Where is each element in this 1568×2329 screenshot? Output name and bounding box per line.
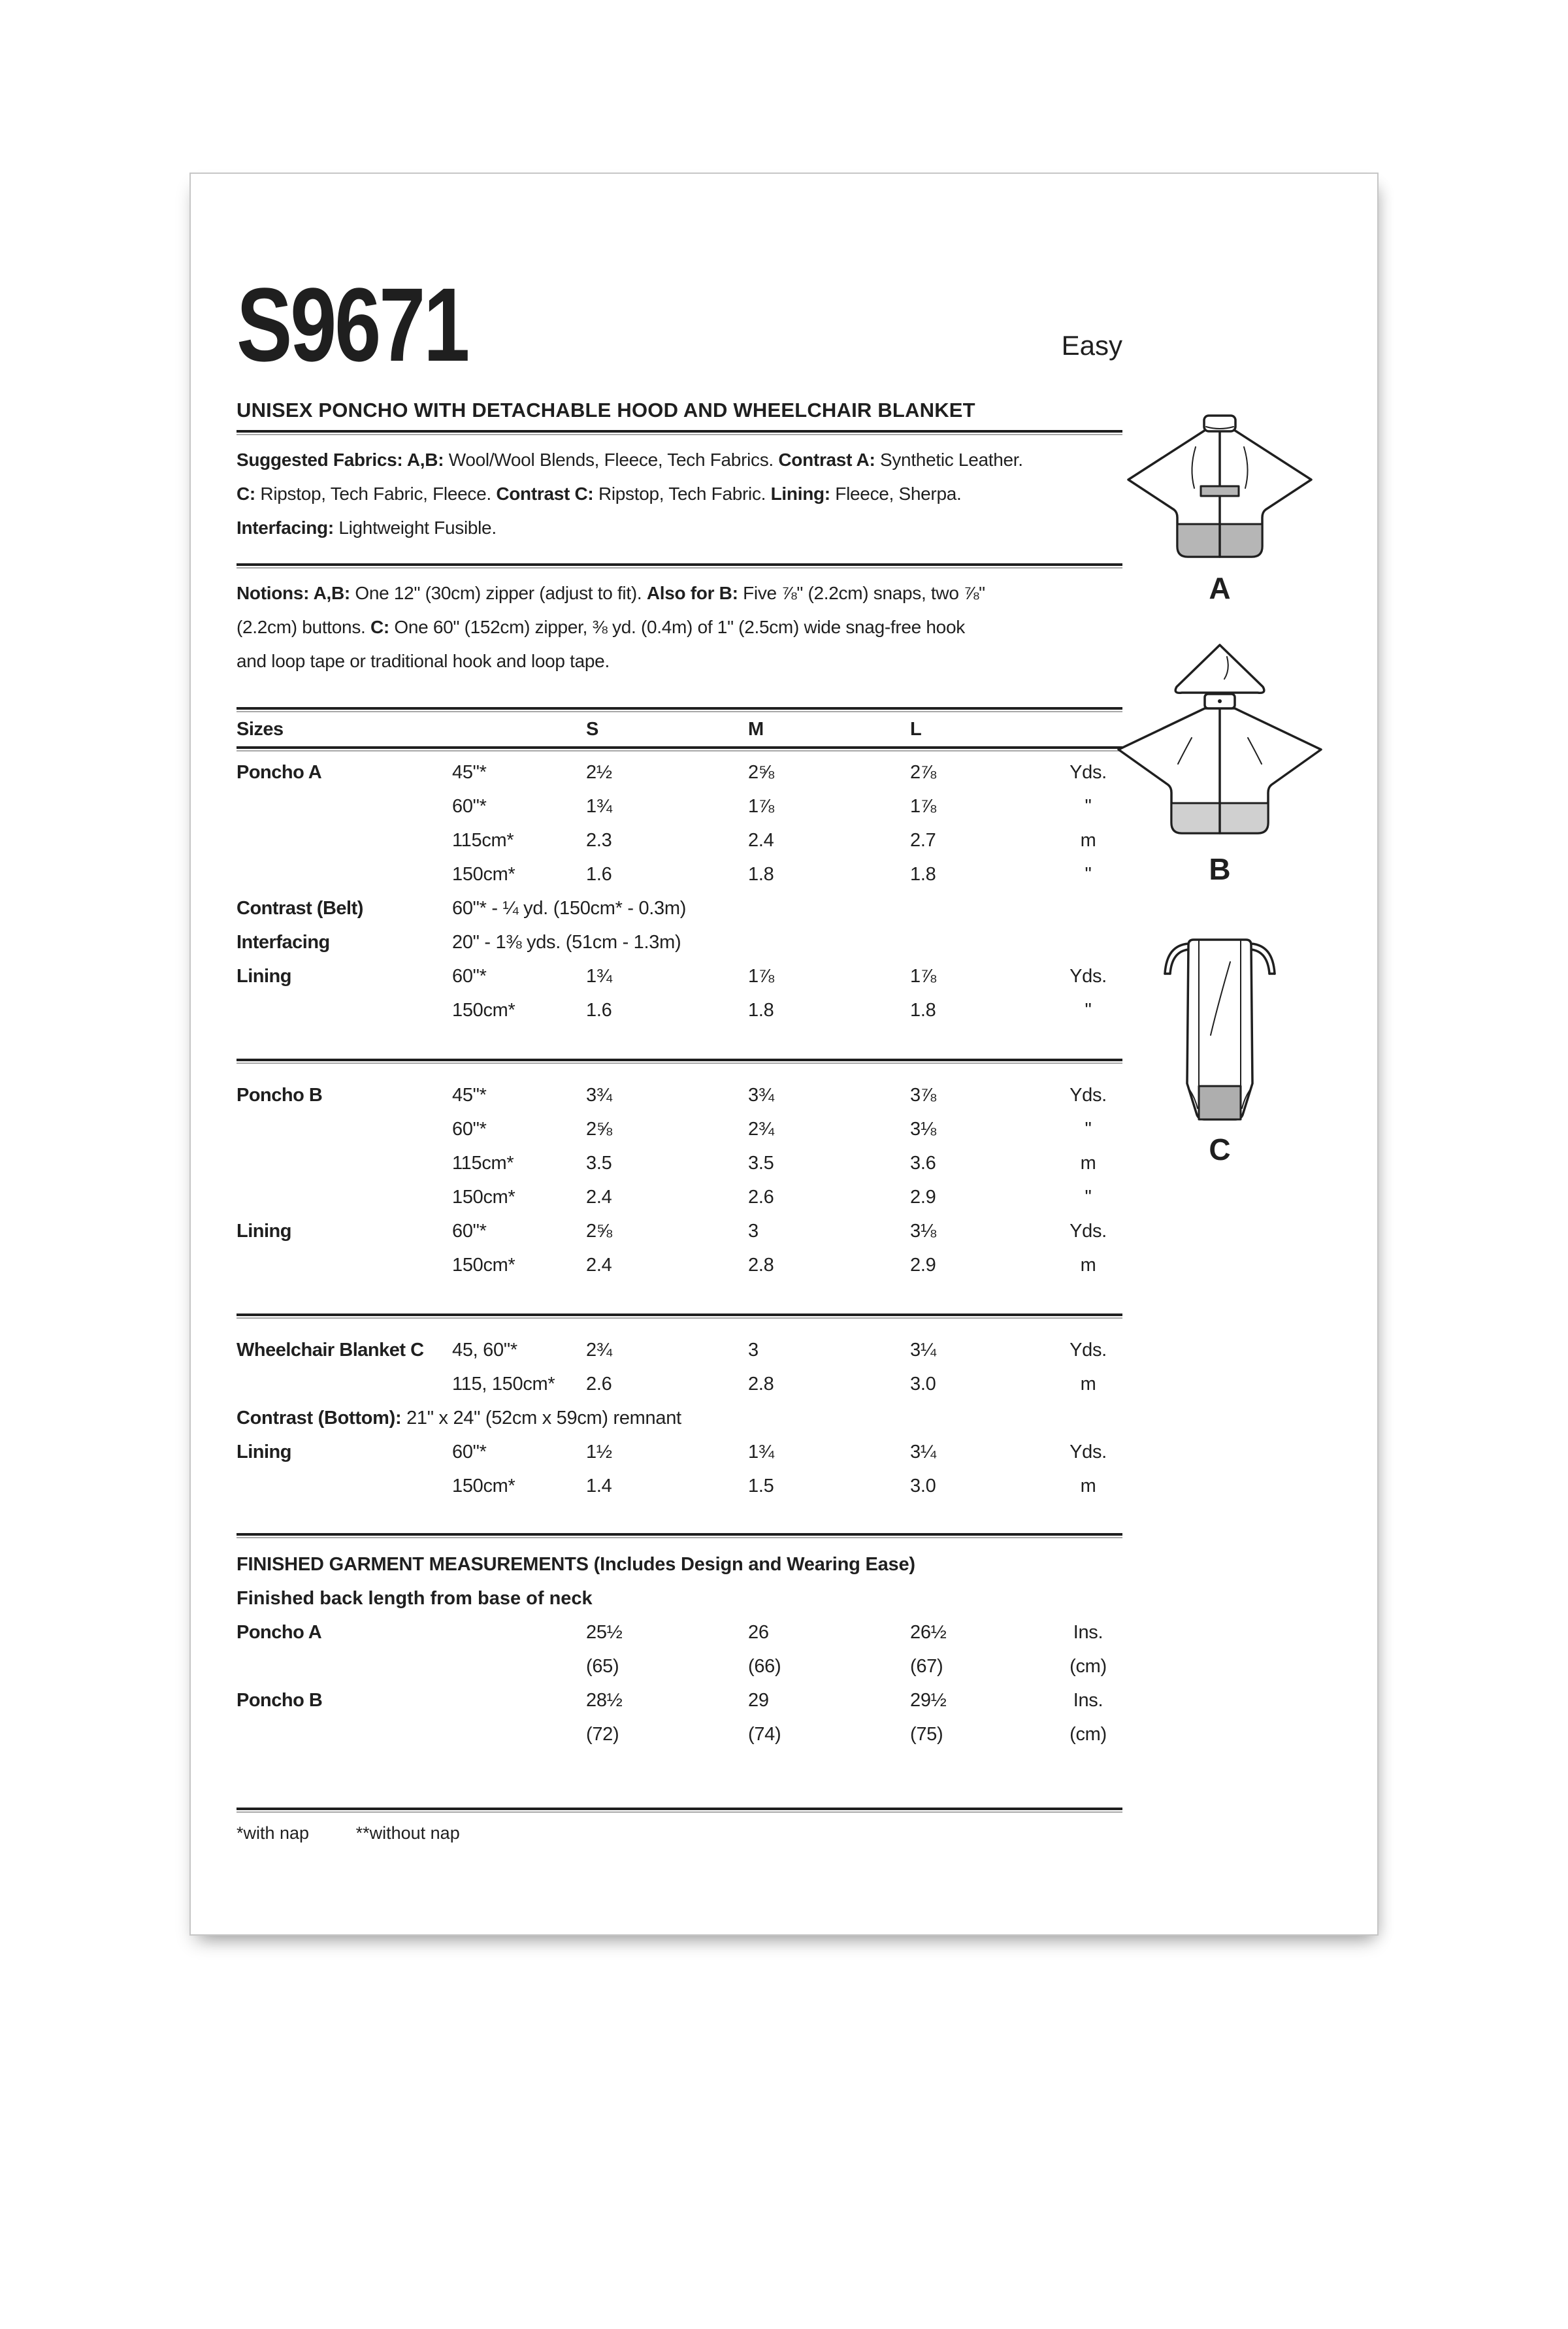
yardage-s: 3¾	[586, 1084, 612, 1106]
unit: Yds.	[1070, 1084, 1107, 1106]
notions	[237, 576, 1122, 678]
yardage-l: 1.8	[910, 863, 936, 885]
fabric-width: 150cm*	[452, 1186, 515, 1208]
row-label: Lining	[237, 965, 291, 987]
fabric-width: 115cm*	[452, 1152, 514, 1174]
yardage-s: 2.4	[586, 1254, 612, 1276]
yardage-m: 1⅞	[748, 795, 774, 817]
yardage-m: 2.4	[748, 829, 774, 851]
col-l: L	[910, 718, 922, 740]
measure-l: 29½	[910, 1689, 947, 1711]
text-line: (2.2cm) buttons. C: One 60" (152cm) zipper, ⅜ yd. (0.4m) of 1" (2.5cm) wide snag-free hook	[237, 617, 965, 637]
unit: Yds.	[1070, 965, 1107, 987]
row-label: Interfacing	[237, 931, 330, 953]
table-row	[237, 1214, 1122, 1248]
table-row	[237, 959, 1122, 993]
table-row	[237, 1248, 1122, 1282]
view-b-label: B	[1209, 852, 1231, 886]
yardage-s: 1.6	[586, 999, 612, 1021]
difficulty-badge: Easy	[1061, 330, 1122, 361]
fabric-width: 150cm*	[452, 999, 515, 1021]
yardage-m: 1¾	[748, 1441, 774, 1462]
row-label: Contrast (Bottom):	[237, 1408, 402, 1429]
table-row	[237, 1180, 1122, 1214]
table-row	[237, 1078, 1122, 1112]
text-line: and loop tape or traditional hook and loop tape.	[237, 651, 610, 671]
yardage-l: 2.9	[910, 1186, 936, 1208]
yardage-m: 1⅞	[748, 965, 774, 987]
unit: "	[1085, 1118, 1092, 1140]
yardage-l: 1.8	[910, 999, 936, 1021]
view-c	[1105, 932, 1334, 1164]
yardage-group-c	[237, 1333, 1122, 1503]
view-a	[1105, 413, 1334, 603]
fabric-width: 45"*	[452, 761, 487, 783]
yardage-s: 2.4	[586, 1186, 612, 1208]
unit: (cm)	[1070, 1655, 1107, 1677]
table-row	[237, 925, 1122, 959]
col-sizes: Sizes	[237, 718, 284, 740]
view-a-label: A	[1209, 571, 1231, 605]
unit: m	[1080, 829, 1096, 851]
measure-s: (72)	[586, 1723, 619, 1745]
yardage-m: 2⅝	[748, 761, 774, 783]
fabric-width: 115cm*	[452, 829, 514, 851]
divider	[237, 746, 1122, 752]
unit: Yds.	[1070, 761, 1107, 783]
unit: "	[1085, 999, 1092, 1021]
row-value: 21" x 24" (52cm x 59cm) remnant	[401, 1408, 681, 1429]
poncho-b-illustration	[1112, 638, 1328, 848]
yardage-m: 3¾	[748, 1084, 774, 1106]
yardage-s: 3.5	[586, 1152, 612, 1174]
yardage-l: 3¼	[910, 1339, 936, 1361]
measure-m: 26	[748, 1621, 769, 1643]
divider	[237, 1059, 1122, 1064]
yardage-s: 1.6	[586, 863, 612, 885]
garment-views	[1105, 174, 1334, 1164]
unit: m	[1080, 1152, 1096, 1174]
unit: "	[1085, 795, 1092, 817]
yardage-s: 1.4	[586, 1475, 612, 1496]
unit: Yds.	[1070, 1339, 1107, 1361]
unit: m	[1080, 1254, 1096, 1276]
divider	[237, 563, 1122, 569]
fabric-width: 60"*	[452, 965, 487, 987]
measure-l: (67)	[910, 1655, 943, 1677]
with-nap-note: *with nap	[237, 1823, 310, 1843]
fabric-width: 150cm*	[452, 1475, 515, 1496]
fabric-width: 115, 150cm*	[452, 1373, 555, 1395]
measure-l: (75)	[910, 1723, 943, 1745]
table-row	[237, 1615, 1122, 1649]
table-row	[237, 1146, 1122, 1180]
col-s: S	[586, 718, 599, 740]
measure-m: (74)	[748, 1723, 781, 1745]
yardage-group-b	[237, 1078, 1122, 1282]
yardage-group-a	[237, 755, 1122, 1027]
unit: Ins.	[1073, 1689, 1103, 1711]
divider	[237, 1533, 1122, 1538]
yardage-l: 3.6	[910, 1152, 936, 1174]
table-row	[237, 1367, 1122, 1401]
row-label: Poncho A	[237, 1621, 322, 1643]
divider	[237, 1808, 1122, 1813]
view-c-label: C	[1209, 1132, 1231, 1166]
table-row	[237, 1469, 1122, 1503]
yardage-m: 1.5	[748, 1475, 774, 1496]
divider	[237, 707, 1122, 712]
divider	[237, 430, 1122, 435]
yardage-s: 1¾	[586, 965, 612, 987]
yardage-s: 1½	[586, 1441, 612, 1462]
yardage-s: 2.3	[586, 829, 612, 851]
yardage-s: 1¾	[586, 795, 612, 817]
text-line: Suggested Fabrics: A,B: Wool/Wool Blends, Fleece, Tech Fabrics. Contrast A: Synthetic Leather.	[237, 450, 1023, 470]
nap-footnote	[237, 1823, 1122, 1843]
table-row	[237, 823, 1122, 857]
measure-m: 29	[748, 1689, 769, 1711]
table-row	[237, 891, 1122, 925]
fabric-width: 150cm*	[452, 1254, 515, 1276]
suggested-fabrics	[237, 443, 1122, 545]
text-line: Notions: A,B: One 12" (30cm) zipper (adjust to fit). Also for B: Five ⅞" (2.2cm) snaps, two ⅞"	[237, 583, 985, 603]
fabric-width: 150cm*	[452, 863, 515, 885]
unit: Yds.	[1070, 1441, 1107, 1462]
yardage-m: 2¾	[748, 1118, 774, 1140]
row-label: Contrast (Belt)	[237, 897, 363, 919]
yardage-m: 3	[748, 1339, 759, 1361]
row-label: Poncho A	[237, 761, 322, 783]
fabric-width: 60"*	[452, 795, 487, 817]
yardage-s: 2⅝	[586, 1220, 612, 1242]
yardage-m: 2.8	[748, 1373, 774, 1395]
poncho-a-illustration	[1122, 413, 1318, 567]
measure-s: 25½	[586, 1621, 623, 1643]
row-label: Poncho B	[237, 1689, 323, 1711]
table-row	[237, 993, 1122, 1027]
yardage-l: 3¼	[910, 1441, 936, 1462]
yardage-l: 2.9	[910, 1254, 936, 1276]
text-line: C: Ripstop, Tech Fabric, Fleece. Contrast C: Ripstop, Tech Fabric. Lining: Fleece, Sherpa.	[237, 484, 962, 504]
unit: Yds.	[1070, 1220, 1107, 1242]
unit: m	[1080, 1475, 1096, 1496]
view-b	[1105, 638, 1334, 884]
yardage-m: 1.8	[748, 863, 774, 885]
measure-s: 28½	[586, 1689, 623, 1711]
unit: "	[1085, 1186, 1092, 1208]
yardage-m: 2.6	[748, 1186, 774, 1208]
pattern-envelope-back	[189, 173, 1379, 1936]
table-row	[237, 1683, 1122, 1717]
yardage-m: 3.5	[748, 1152, 774, 1174]
yardage-m: 2.8	[748, 1254, 774, 1276]
table-row	[237, 1435, 1122, 1469]
divider	[237, 1313, 1122, 1319]
yardage-l: 3.0	[910, 1373, 936, 1395]
fabric-width: 60"*	[452, 1118, 487, 1140]
col-m: M	[748, 718, 764, 740]
finished-measurements-subheading: Finished back length from base of neck	[237, 1588, 593, 1609]
yardage-s: 2.6	[586, 1373, 612, 1395]
table-row	[237, 1649, 1122, 1683]
measure-l: 26½	[910, 1621, 947, 1643]
yardage-l: 2.7	[910, 829, 936, 851]
row-label: Wheelchair Blanket C	[237, 1339, 424, 1361]
row-value: 20" - 1⅜ yds. (51cm - 1.3m)	[452, 931, 681, 953]
table-row	[237, 755, 1122, 789]
yardage-m: 3	[748, 1220, 759, 1242]
yardage-l: 3⅛	[910, 1220, 936, 1242]
fabric-width: 45"*	[452, 1084, 487, 1106]
yardage-l: 3⅛	[910, 1118, 936, 1140]
unit: (cm)	[1070, 1723, 1107, 1745]
yardage-l: 3.0	[910, 1475, 936, 1496]
yardage-l: 3⅞	[910, 1084, 936, 1106]
table-row	[237, 1401, 1122, 1435]
unit: m	[1080, 1373, 1096, 1395]
table-row	[237, 789, 1122, 823]
fabric-width: 45, 60"*	[452, 1339, 517, 1361]
text-line: Interfacing: Lightweight Fusible.	[237, 518, 497, 538]
sizes-table-header	[237, 712, 1122, 746]
finished-measurements-rows	[237, 1615, 1122, 1751]
unit: Ins.	[1073, 1621, 1103, 1643]
table-row	[237, 1112, 1122, 1146]
yardage-s: 2½	[586, 761, 612, 783]
yardage-m: 1.8	[748, 999, 774, 1021]
yardage-l: 1⅞	[910, 795, 936, 817]
row-value: 60"* - ¼ yd. (150cm* - 0.3m)	[452, 897, 687, 919]
page-title: UNISEX PONCHO WITH DETACHABLE HOOD AND WHEELCHAIR BLANKET	[237, 399, 975, 421]
pattern-number: S9671	[237, 266, 468, 383]
yardage-l: 2⅞	[910, 761, 936, 783]
measure-s: (65)	[586, 1655, 619, 1677]
fabric-width: 60"*	[452, 1220, 487, 1242]
without-nap-note: **without nap	[355, 1823, 460, 1843]
finished-measurements-heading: FINISHED GARMENT MEASUREMENTS (Includes Design and Wearing Ease)	[237, 1554, 915, 1575]
table-row	[237, 1717, 1122, 1751]
main-content	[237, 174, 1122, 1843]
row-label: Poncho B	[237, 1084, 323, 1106]
table-row	[237, 857, 1122, 891]
yardage-s: 2¾	[586, 1339, 612, 1361]
unit: "	[1085, 863, 1092, 885]
measure-m: (66)	[748, 1655, 781, 1677]
row-label: Lining	[237, 1220, 291, 1242]
fabric-width: 60"*	[452, 1441, 487, 1462]
wheelchair-blanket-c-illustration	[1154, 932, 1285, 1128]
header	[237, 266, 1122, 383]
yardage-l: 1⅞	[910, 965, 936, 987]
yardage-s: 2⅝	[586, 1118, 612, 1140]
row-label: Lining	[237, 1441, 291, 1462]
table-row	[237, 1333, 1122, 1367]
